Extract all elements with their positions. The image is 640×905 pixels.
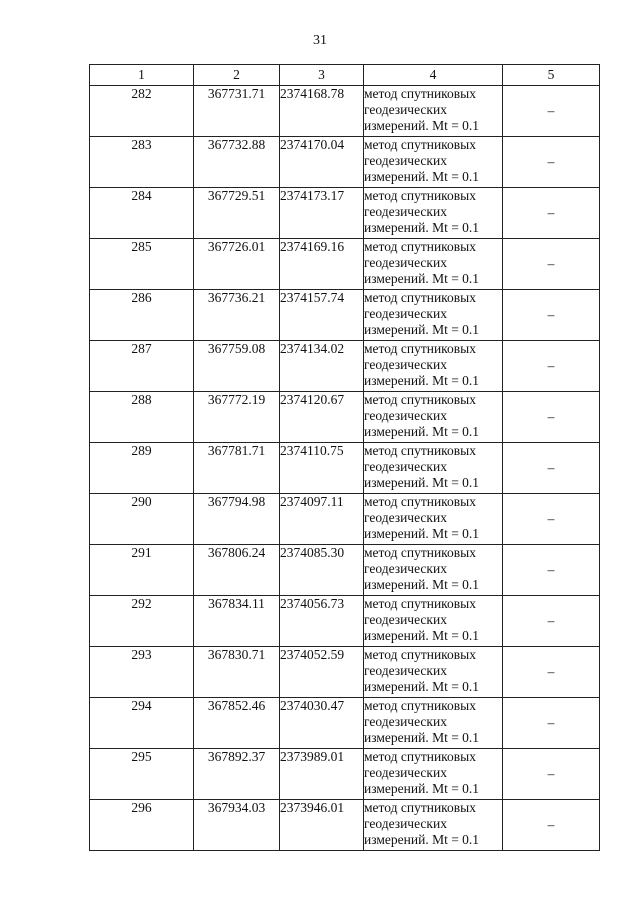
table-row xyxy=(90,596,600,647)
method-text-line: геодезических xyxy=(364,765,447,780)
note-cell: – xyxy=(503,137,600,188)
method-text-line: измерений. Mt = 0.1 xyxy=(364,832,480,847)
note-cell: – xyxy=(503,545,600,596)
point-number-cell: 284 xyxy=(90,188,194,239)
method-text-line: метод спутниковых xyxy=(364,239,476,254)
method-text-line: измерений. Mt = 0.1 xyxy=(364,271,480,286)
y-coordinate-cell: 2374097.11 xyxy=(280,494,364,545)
method-text-line: метод спутниковых xyxy=(364,596,476,611)
x-coordinate-cell: 367852.46 xyxy=(194,698,280,749)
x-coordinate-cell: 367732.88 xyxy=(194,137,280,188)
x-coordinate-cell: 367806.24 xyxy=(194,545,280,596)
y-coordinate-cell: 2374173.17 xyxy=(280,188,364,239)
note-cell: – xyxy=(503,239,600,290)
point-number-cell: 293 xyxy=(90,647,194,698)
method-text-line: геодезических xyxy=(364,459,447,474)
point-number-cell: 289 xyxy=(90,443,194,494)
note-cell: – xyxy=(503,494,600,545)
method-text-line: измерений. Mt = 0.1 xyxy=(364,781,480,796)
x-coordinate-cell: 367794.98 xyxy=(194,494,280,545)
y-coordinate-cell: 2373989.01 xyxy=(280,749,364,800)
y-coordinate-cell: 2374110.75 xyxy=(280,443,364,494)
method-text-line: метод спутниковых xyxy=(364,137,476,152)
method-text-line: метод спутниковых xyxy=(364,494,476,509)
x-coordinate-cell: 367781.71 xyxy=(194,443,280,494)
method-text-line: измерений. Mt = 0.1 xyxy=(364,220,480,235)
method-text-line: измерений. Mt = 0.1 xyxy=(364,322,480,337)
method-text-line: метод спутниковых xyxy=(364,188,476,203)
y-coordinate-cell: 2374170.04 xyxy=(280,137,364,188)
table-row xyxy=(90,290,600,341)
method-text-line: измерений. Mt = 0.1 xyxy=(364,577,480,592)
x-coordinate-cell: 367892.37 xyxy=(194,749,280,800)
method-text-line: измерений. Mt = 0.1 xyxy=(364,526,480,541)
method-cell xyxy=(364,86,503,137)
method-text-line: измерений. Mt = 0.1 xyxy=(364,373,480,388)
note-cell: – xyxy=(503,392,600,443)
x-coordinate-cell: 367759.08 xyxy=(194,341,280,392)
table-row xyxy=(90,647,600,698)
method-cell xyxy=(364,698,503,749)
method-text-line: метод спутниковых xyxy=(364,545,476,560)
page-number: 31 xyxy=(313,33,327,48)
column-header-5: 5 xyxy=(503,65,600,86)
method-text-line: измерений. Mt = 0.1 xyxy=(364,118,480,133)
method-text-line: метод спутниковых xyxy=(364,443,476,458)
point-number-cell: 291 xyxy=(90,545,194,596)
method-cell xyxy=(364,596,503,647)
method-text-line: метод спутниковых xyxy=(364,698,476,713)
method-cell xyxy=(364,341,503,392)
y-coordinate-cell: 2374168.78 xyxy=(280,86,364,137)
note-cell: – xyxy=(503,647,600,698)
method-cell xyxy=(364,290,503,341)
method-text-line: метод спутниковых xyxy=(364,290,476,305)
table-row xyxy=(90,86,600,137)
point-number-cell: 296 xyxy=(90,800,194,851)
column-header-2: 2 xyxy=(194,65,280,86)
method-text-line: геодезических xyxy=(364,612,447,627)
note-cell: – xyxy=(503,698,600,749)
method-text-line: метод спутниковых xyxy=(364,800,476,815)
point-number-cell: 286 xyxy=(90,290,194,341)
point-number-cell: 283 xyxy=(90,137,194,188)
point-number-cell: 295 xyxy=(90,749,194,800)
y-coordinate-cell: 2374056.73 xyxy=(280,596,364,647)
method-cell xyxy=(364,188,503,239)
y-coordinate-cell: 2374134.02 xyxy=(280,341,364,392)
method-text-line: геодезических xyxy=(364,153,447,168)
point-number-cell: 287 xyxy=(90,341,194,392)
method-text-line: метод спутниковых xyxy=(364,341,476,356)
note-cell: – xyxy=(503,749,600,800)
x-coordinate-cell: 367772.19 xyxy=(194,392,280,443)
note-cell: – xyxy=(503,341,600,392)
method-text-line: геодезических xyxy=(364,204,447,219)
y-coordinate-cell: 2373946.01 xyxy=(280,800,364,851)
method-cell xyxy=(364,545,503,596)
table-row xyxy=(90,137,600,188)
method-text-line: измерений. Mt = 0.1 xyxy=(364,475,480,490)
note-cell: – xyxy=(503,290,600,341)
method-text-line: геодезических xyxy=(364,663,447,678)
table-row xyxy=(90,800,600,851)
y-coordinate-cell: 2374030.47 xyxy=(280,698,364,749)
table-row xyxy=(90,698,600,749)
method-text-line: геодезических xyxy=(364,255,447,270)
method-text-line: метод спутниковых xyxy=(364,86,476,101)
method-text-line: метод спутниковых xyxy=(364,647,476,662)
table-row xyxy=(90,341,600,392)
column-header-4: 4 xyxy=(364,65,503,86)
column-header-3: 3 xyxy=(280,65,364,86)
y-coordinate-cell: 2374169.16 xyxy=(280,239,364,290)
point-number-cell: 282 xyxy=(90,86,194,137)
method-cell xyxy=(364,137,503,188)
method-text-line: геодезических xyxy=(364,306,447,321)
method-cell xyxy=(364,749,503,800)
y-coordinate-cell: 2374085.30 xyxy=(280,545,364,596)
method-cell xyxy=(364,647,503,698)
method-cell xyxy=(364,494,503,545)
x-coordinate-cell: 367934.03 xyxy=(194,800,280,851)
x-coordinate-cell: 367731.71 xyxy=(194,86,280,137)
method-text-line: геодезических xyxy=(364,408,447,423)
method-text-line: измерений. Mt = 0.1 xyxy=(364,628,480,643)
table-row xyxy=(90,239,600,290)
method-text-line: геодезических xyxy=(364,102,447,117)
method-cell xyxy=(364,800,503,851)
method-text-line: геодезических xyxy=(364,510,447,525)
note-cell: – xyxy=(503,800,600,851)
table-row xyxy=(90,545,600,596)
method-cell xyxy=(364,392,503,443)
method-text-line: геодезических xyxy=(364,357,447,372)
point-number-cell: 285 xyxy=(90,239,194,290)
method-text-line: измерений. Mt = 0.1 xyxy=(364,424,480,439)
y-coordinate-cell: 2374157.74 xyxy=(280,290,364,341)
column-header-1: 1 xyxy=(90,65,194,86)
method-text-line: метод спутниковых xyxy=(364,749,476,764)
note-cell: – xyxy=(503,443,600,494)
table-body xyxy=(90,86,600,851)
table-header-row xyxy=(90,65,600,86)
method-text-line: геодезических xyxy=(364,816,447,831)
method-cell xyxy=(364,239,503,290)
y-coordinate-cell: 2374120.67 xyxy=(280,392,364,443)
x-coordinate-cell: 367834.11 xyxy=(194,596,280,647)
method-text-line: геодезических xyxy=(364,561,447,576)
point-number-cell: 294 xyxy=(90,698,194,749)
note-cell: – xyxy=(503,596,600,647)
x-coordinate-cell: 367830.71 xyxy=(194,647,280,698)
x-coordinate-cell: 367726.01 xyxy=(194,239,280,290)
x-coordinate-cell: 367736.21 xyxy=(194,290,280,341)
method-text-line: измерений. Mt = 0.1 xyxy=(364,169,480,184)
point-number-cell: 288 xyxy=(90,392,194,443)
point-number-cell: 292 xyxy=(90,596,194,647)
table-row xyxy=(90,443,600,494)
x-coordinate-cell: 367729.51 xyxy=(194,188,280,239)
method-text-line: геодезических xyxy=(364,714,447,729)
table-row xyxy=(90,392,600,443)
note-cell: – xyxy=(503,188,600,239)
note-cell: – xyxy=(503,86,600,137)
point-number-cell: 290 xyxy=(90,494,194,545)
method-text-line: метод спутниковых xyxy=(364,392,476,407)
method-text-line: измерений. Mt = 0.1 xyxy=(364,730,480,745)
y-coordinate-cell: 2374052.59 xyxy=(280,647,364,698)
table-row xyxy=(90,494,600,545)
table-row xyxy=(90,188,600,239)
coordinates-table xyxy=(89,64,600,851)
method-cell xyxy=(364,443,503,494)
table-row xyxy=(90,749,600,800)
method-text-line: измерений. Mt = 0.1 xyxy=(364,679,480,694)
